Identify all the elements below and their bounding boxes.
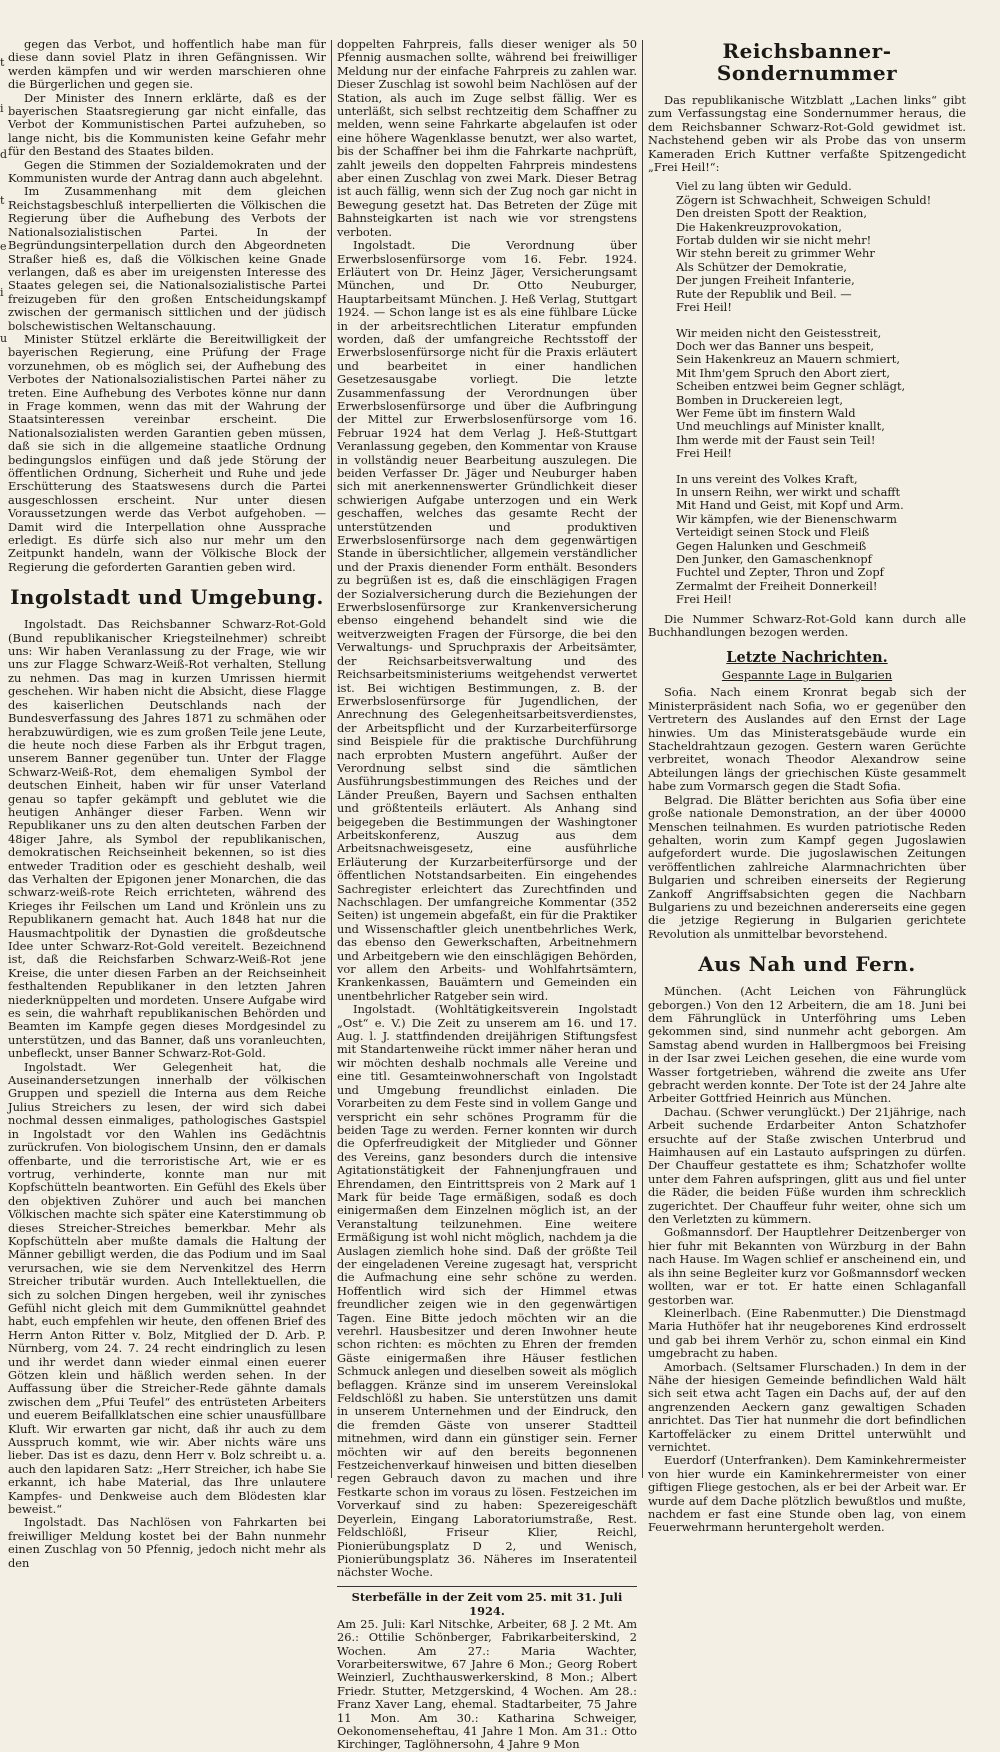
poem-line: Wir meiden nicht den Geistesstreit,	[676, 325, 882, 340]
reichsbanner-outro: Die Nummer Schwarz-Rot-Gold kann durch alle Buchhandlungen bezogen werden.	[648, 611, 966, 640]
paragraph: Kleinerlbach. (Eine Rabenmutter.) Die Dienstmagd Maria Huthöfer hat ihr neugeborenes Kind erdrosselt und gab bei ihrem Verhör zu, schon einmal ein Kind umgebracht zu haben.	[648, 1305, 966, 1361]
poem	[676, 180, 966, 606]
poem-line: Zermalmt der Freiheit Donnerkeil!	[676, 578, 878, 593]
deaths-list: Am 25. Juli: Karl Nitschke, Arbeiter, 68 J. 2 Mt. Am 26.: Ottilie Schönberger, Fabrikarbeiterskind, 2 Wochen. Am 27.: Maria Wachter, Vorarbeiterswitwe, 67 Jahre 6 Mon.; Georg Robert Weinzierl, Zuchthauswerkerskind, 8 Mon.; Albert Friedr. Stutter, Metzgerskind, 4 Wochen. Am 28.: Franz Xaver Lang, ehemal. Stadtarbeiter, 75 Jahre 11 Mon. Am 30.: Katharina Schweiger, Oekonomenseheftau, 41 Jahre 1 Mon. Am 31.: Otto Kirchinger, Taglöhnersohn, 4 Jahre 9 Mon	[337, 1616, 637, 1752]
column-right	[648, 38, 966, 1535]
poem-line: Bomben in Druckereien legt,	[676, 392, 843, 407]
paragraph: Sofia. Nach einem Kronrat begab sich der Ministerpräsident nach Sofia, wo er gegenüber den Vertretern des Auslandes auf den Ernst der Lage hinwies. Um das Ministeratsgebäude wurde ein Stacheldrahtzaun gezogen. Gestern waren Gerüchte verbreitet, wonach Theodor Alexandrow seine Abteilungen längs der griechischen Küste gesammelt habe zum Vormarsch gegen die Stadt Sofia.	[648, 685, 966, 794]
edge-marks: t i d t e i u	[0, 56, 8, 345]
paragraph: Euerdorf (Unterfranken). Dem Kaminkehrermeister von hier wurde ein Kaminkehrermeister von einer giftigen Fliege gestochen, als er bei der Arbeit war. Er wurde auf dem Dache plötzlich bewußtlos und mußte, nachdem er fast eine Stunde oben lag, von einem Feuerwehrmann heruntergeholt werden.	[648, 1453, 966, 1535]
paragraph: Amorbach. (Seltsamer Flurschaden.) In dem in der Nähe der hiesigen Gemeinde befindlichen Wald hält sich seit etwa acht Tagen ein Dachs auf, der auf den angrenzenden Aeckern ganz gewaltigen Schaden anrichtet. Das Tier hat nunmehr die dort befindlichen Kartoffeläcker zu einem Drittel unterwühlt und vernichtet.	[648, 1359, 966, 1454]
poem-line: Frei Heil!	[676, 592, 732, 607]
paragraph: Belgrad. Die Blätter berichten aus Sofia über eine große nationale Demonstration, an der über 40000 Menschen teilnahmen. Es wurden patriotische Reden gehalten, worin zum Kampf gegen Jugoslawien aufgefordert wurde. Die jugoslawischen Zeitungen veröffentlichen zahlreiche Alarmnachrichten über Bulgarien und schreiben einerseits der Regierung Zankoff Angriffsabsichten gegen die Nachbarn Bulgariens zu und bezeichnen andererseits eine gegen die jetzige Regierung in Bulgarien gerichtete Revolution als unmittelbar bevorstehend.	[648, 792, 966, 941]
paragraph: Ingolstadt. Das Nachlösen von Fahrkarten bei freiwilliger Meldung kostet bei der Bahn nunmehr einen Zuschlag von 50 Pfennig, jedoch nicht mehr als den	[8, 1515, 326, 1570]
deaths-heading: Sterbefälle in der Zeit vom 25. mit 31. Juli 1924.	[337, 1586, 637, 1618]
poem-line: Mit Hand und Geist, mit Kopf und Arm.	[676, 498, 904, 513]
paragraph: gegen das Verbot, und hoffentlich habe man für diese dann soviel Platz in ihren Gefängnissen. Wir werden kämpfen und wir werden marschieren ohne die Bürgerlichen und gegen sie.	[8, 37, 326, 92]
section-heading-news: Letzte Nachrichten.	[726, 649, 888, 667]
poem-line: Wir kämpfen, wie der Bienenschwarm	[676, 511, 897, 526]
paragraph: Ingolstadt. Wer Gelegenheit hat, die Auseinandersetzungen innerhalb der völkischen Gruppen und speziell die Interna aus dem Reiche Julius Streichers zu lesen, der wird sich dabei nochmal dessen einmaliges, pathologisches Gastspiel in Ingolstadt vor den Wahlen ins Gedächtnis zurückrufen. Von biologischem Unsinn, den er damals offenbarte, und die terroristische Art, wie er es vortrug, verhinderte, konnte man nur mit Kopfschütteln beantworten. Ein Gefühl des Ekels über den objektiven Zuhörer und auch bei manchen Völkischen machte sich später eine Katerstimmung ob dieses Streicher-Streiches bemerkbar. Mehr als Kopfschütteln aber mußte damals die Haltung der Männer gebilligt werden, die das Podium und im Saal verursachen, wie sie dem Nervenkitzel des Herrn Streicher tributär wurden. Auch Intellektuellen, die sich zu solchen Dingen hergeben, weil ihr zynisches Gefühl nicht gleich mit dem Gummiknüttel geahndet habt, euch empfehlen wir heute, den offenen Brief des Herrn Anton Ritter v. Bolz, Mitglied der D. Arb. P. Nürnberg, vom 24. 7. 24 recht eindringlich zu lesen und ihr werdet dann wieder einmal einen euerer Götzen klein und häßlich werden sehen. In der Auffassung über die Streicher-Rede gähnte damals zwischen dem „Pfui Teufel“ des entrüsteten Arbeiters und euerem Beifallklatschen eine schier unausfüllbare Kluft. Wir erwarten gar nicht, daß ihr auch zu dem Ausspruch kommt, wie wir. Aber nichts wäre uns lieber. Das ist es dazu, denn Herr v. Bolz schreibt u. a. auch den lapidaren Satz: „Herr Streicher, ich habe Sie erkannt, ich habe Material, das Ihre unlautere Kampfes- und Denkweise auch dem Blödesten klar beweist.“	[8, 1059, 326, 1517]
paragraph: Im Zusammenhang mit dem gleichen Reichstagsbeschluß interpellierten die Völkischen die Regierung über die Aufhebung des Verbots der Nationalsozialistischen Partei. In der Begründungsinterpellation durch den Abgeordneten Straßer hieß es, daß die Völkischen keine Gnade verlangen, daß es aber im ureigensten Interesse des Staates gelegen sei, die Nationalsozialistische Partei freizugeben für den großen Entscheidungskampf zwischen der germanisch sittlichen und der jüdisch bolschewistischen Weltanschauung.	[8, 184, 326, 333]
poem-line: Als Schützer der Demokratie,	[676, 259, 847, 274]
poem-line: Rute der Republik und Beil. —	[676, 286, 852, 301]
paragraph: doppelten Fahrpreis, falls dieser weniger als 50 Pfennig ausmachen sollte, während bei freiwilliger Meldung nur der einfache Fahrpreis zu zahlen war. Dieser Zuschlag ist sowohl beim Nachlösen auf der Station, als auch im Zuge selbst fällig. Wer es unterläßt, sich selbst rechtzeitig dem Schaffner zu melden, wenn seine Fahrkarte abgelaufen ist oder eine höhere Wagenklasse benutzt, wer also wartet, bis der Schaffner bei ihm die Fahrkarte nachprüft, zahlt jeweils den doppelten Fahrpreis mindestens aber einen Zuschlag von zwei Mark. Dieser Betrag ist auch fällig, wenn sich der Zug noch gar nicht in Bewegung gesetzt hat. Das Betreten der Züge mit Bahnsteigkarten ist nach wie vor strengstens verboten.	[337, 37, 637, 239]
column-rule-2	[642, 40, 643, 1478]
poem-line: Wer Feme übt im finstern Wald	[676, 405, 856, 420]
stanza-gap	[676, 461, 966, 473]
news-subheading: Gespannte Lage in Bulgarien	[721, 668, 893, 683]
article-local-news	[337, 38, 637, 1580]
poem-line: Viel zu lang übten wir Geduld.	[676, 179, 852, 194]
poem-line: Scheiben entzwei beim Gegner schlägt,	[676, 379, 906, 394]
poem-line: In uns vereint des Volkes Kraft,	[676, 471, 858, 486]
paragraph: Ingolstadt. (Wohltätigkeitsverein Ingolstadt „Ost“ e. V.) Die Zeit zu unserem am 16. und 17. Aug. l. J. stattfindenden dreijährigen Stiftungsfest mit Standartenweihe rückt immer näher heran und wir möchten deshalb nochmals alle Vereine und eine titl. Gesamteinwohnerschaft von Ingolstadt und Umgebung freundlichst einladen. Die Vorarbeiten zu dem Feste sind in vollem Gange und verspricht ein sehr schönes Programm für die beiden Tage zu werden. Ferner konnten wir durch die Opferfreudigkeit der Mitglieder und Gönner des Vereins, ganz besonders durch die intensive Agitationstätigkeit der Fahnenjungfrauen und Ehrendamen, den Eintrittspreis von 2 Mark auf 1 Mark für beide Tage ermäßigen, sodaß es doch einigermaßen dem Einzelnen möglich ist, an der Veranstaltung teilzunehmen. Eine weitere Ermäßigung ist wohl nicht möglich, nachdem ja die Auslagen ziemlich hohe sind. Daß der größte Teil der eingeladenen Vereine zugesagt hat, verspricht die Aufmachung eine sehr schöne zu werden. Hoffentlich wird sich der Himmel etwas freundlicher zeigen wie in den gegenwärtigen Tagen. Eine Bitte jedoch möchten wir an die verehrl. Hausbesitzer und deren Inwohner heute schon richten: es möchten zu Ehren der fremden Gäste einigermaßen ihre Häuser festlichen Schmuck anlegen und dieselben soweit als möglich beflaggen. Kränze sind im unserem Vereinslokal Feldschlößl zu haben. Sie unterstützen uns damit in unserem Unternehmen und der Eindruck, den die fremden Gäste von unserer Stadtteil mitnehmen, wird dann ein günstiger sein. Ferner möchten wir auf den bereits begonnenen Festzeichenverkauf hinweisen und bitten dieselben regen Gebrauch davon zu machen und ihre Festkarte schon im voraus zu lösen. Festzeichen im Vorverkauf sind zu haben: Spezereigeschäft Deyerlein, Eingang Laboratoriumstraße, Rest. Feldschlößl, Friseur Klier, Reichl, Pionierübungsplatz D 2, und Wenisch, Pionierübungsplatz 36. Näheres im Inseratenteil nächster Woche.	[337, 1002, 637, 1580]
section-heading-region: Aus Nah und Fern.	[698, 952, 916, 977]
article-ingolstadt	[8, 618, 326, 1570]
paragraph: Minister Stützel erklärte die Bereitwilligkeit der bayerischen Regierung, eine Prüfung der Frage vorzunehmen, ob es möglich sei, der Aufhebung des Verbotes der Nationalsozialistischen Partei näher zu treten. Eine Aufhebung des Verbotes könne nur dann in Frage kommen, wenn das mit der Wahrung der Staatsinteressen vereinbar erscheint. Die Nationalsozialisten werden Garantien geben müssen, daß sie sich in die allgemeine staatliche Ordnung bedingungslos einfügen und daß jede Störung der öffentlichen Ordnung, Sicherheit und Ruhe und jede Erschütterung des Staatswesens durch die Partei ausgeschlossen erscheint. Nur unter diesen Voraussetzungen werde das Verbot aufgehoben. — Damit wird die Interpellation ohne Aussprache erledigt. Es dürfe sich also nur mehr um den Zeitpunkt handeln, wann der Völkische Block der Regierung die geforderten Garantien geben wird.	[8, 331, 326, 574]
poem-line: Frei Heil!	[676, 446, 732, 461]
poem-line: Gegen Halunken und Geschmeiß	[676, 538, 867, 553]
poem-line: Verteidigt seinen Stock und Fleiß	[676, 525, 870, 540]
poem-line: Fuchtel und Zepter, Thron und Zopf	[676, 565, 884, 580]
poem-line: Sein Hakenkreuz an Mauern schmiert,	[676, 352, 900, 367]
poem-line: Die Hakenkreuzprovokation,	[676, 219, 842, 234]
poem-line: Den Junker, den Gamaschenknopf	[676, 552, 872, 566]
section-heading-ingolstadt: Ingolstadt und Umgebung.	[10, 585, 324, 610]
poem-line: Doch wer das Banner uns bespeit,	[676, 338, 874, 353]
column-rule-1	[331, 40, 332, 1478]
paragraph: Goßmannsdorf. Der Hauptlehrer Deitzenberger von hier fuhr mit Bekannten von Würzburg in der Bahn nach Hause. Im Wagen schlief er anscheinend ein, und als ihn seine Begleiter kurz vor Goßmannsdorf wecken wollten, war er tot. Er hatte einen Schlaganfall gestorben war.	[648, 1225, 966, 1307]
poem-line: Zögern ist Schwachheit, Schweigen Schuld!	[676, 192, 932, 207]
article-bulgaria	[648, 686, 966, 941]
poem-line: Den dreisten Spott der Reaktion,	[676, 206, 867, 221]
paragraph: Ingolstadt. Die Verordnung über Erwerbslosenfürsorge vom 16. Febr. 1924. Erläutert von Dr. Heinz Jäger, Versicherungsamt München, und Dr. Otto Neuburger, Hauptarbeitsamt München. J. Heß Verlag, Stuttgart 1924. — Schon lange ist es als eine fühlbare Lücke in der arbeitsrechtlichen Literatur empfunden worden, daß der umfangreiche Rechtsstoff der Erwerbslosenfürsorge nicht für die Praxis erläutert und bearbeitet in einer handlichen Gesetzesausgabe vorliegt. Die letzte Zusammenfassung der Verordnungen über Erwerbslosenfürsorge und über die Aufbringung der Mittel zur Erwerbslosenfürsorge vom 16. Februar 1924 hat dem Verlag J. Heß-Stuttgart Veranlassung gegeben, den Kommentar von Krause in vollständig neuer Bearbeitung auszulegen. Die beiden Verfasser Dr. Jäger und Neuburger haben sich mit anerkennenswerter Gründlichkeit dieser schwierigen Aufgabe unterzogen und ein Werk geschaffen, welches das gesamte Recht der unterstützenden und produktiven Erwerbslosenfürsorge nach dem gegenwärtigen Stande in übersichtlicher, allgemein verständlicher und der Praxis dienender Form enthält. Besonders zu begrüßen ist es, daß die einschlägigen Fragen der Sozialversicherung durch die Beziehungen der Erwerbslosenfürsorge zur Krankenversicherung ebenso eingehend behandelt sind wie die weitverzweigten Fragen der Fürsorge, die bei den Verwaltungs- und Spruchpraxis der Arbeitsämter, der Reichsarbeitsverwaltung und des Reichsarbeitsministeriums weitgehendst verwertet ist. Bei wichtigen Bestimmungen, z. B. der Erwerbslosenfürsorge für Jugendlichen, der Anrechnung des Gelegenheitsarbeitsverdienstes, der Arbeitspflicht und der Kurzarbeiterfürsorge sind Beispiele für die praktische Durchführung nach erprobten Mustern angeführt. Außer der Verordnung selbst sind die sämtlichen Ausführungsbestimmungen des Reiches und der Länder Preußen, Bayern und Sachsen enthalten und größtenteils erläutert. Als Anhang sind beigegeben die Bestimmungen der Washingtoner Arbeitskonferenz, Auszug aus dem Arbeitsnachweisgesetz, eine ausführliche Erläuterung der Kurzarbeiterfürsorge und der öffentlichen Notstandsarbeiten. Ein eingehendes Sachregister erleichtert das Zurechtfinden und Nachschlagen. Der umfangreiche Kommentar (352 Seiten) ist ungemein abgefaßt, ein für die Praktiker und Wissenschaftler gleich unentbehrliches Werk, das ebenso den Gewerkschaften, Arbeitnehmern und Arbeitgebern wie den einschlägigen Behörden, vor allem den Arbeits- und Wohlfahrtsämtern, Krankenkassen, Bauämtern und Gemeinden ein unentbehrlicher Ratgeber sein wird.	[337, 238, 637, 1003]
reichsbanner-intro: Das republikanische Witzblatt „Lachen links“ gibt zum Verfassungstag eine Sondernummer heraus, die dem Reichsbanner Schwarz-Rot-Gold gewidmet ist. Nachstehend geben wir als Probe das von unserm Kameraden Erich Kuttner verfaßte Spitzengedicht „Frei Heil!“:	[648, 93, 966, 175]
article-verbot	[8, 38, 326, 574]
poem-line: Und meuchlings auf Minister knallt,	[676, 419, 885, 434]
poem-line: In unsern Reihn, wer wirkt und schafft	[676, 484, 901, 499]
poem-line: Mit Ihm'gem Spruch den Abort ziert,	[676, 365, 890, 380]
poem-line: Der jungen Freiheit Infanterie,	[676, 273, 855, 288]
paragraph: Gegen die Stimmen der Sozialdemokraten und der Kommunisten wurde der Antrag dann auch abgelehnt.	[8, 157, 326, 186]
poem-line: Frei Heil!	[676, 300, 732, 315]
paragraph: Dachau. (Schwer verunglückt.) Der 21jährige, nach Arbeit suchende Erdarbeiter Anton Schatzhofer ersuchte auf der Staße zwischen Unterbrud und Haimhausen auf ein Lastauto aufspringen zu dürfen. Der Chauffeur gestattete es ihm; Schatzhofer wollte unter dem Fahren aufspringen, glitt aus und fiel unter die Räder, die beiden Füße wurden ihm schrecklich zugerichtet. Der Chauffeur fuhr weiter, ohne sich um den Verletzten zu kümmern.	[648, 1104, 966, 1227]
poem-line: Wir stehn bereit zu grimmer Wehr	[676, 246, 875, 261]
poem-line: Fortab dulden wir sie nicht mehr!	[676, 233, 872, 248]
column-left	[8, 37, 326, 1570]
column-middle	[337, 37, 637, 1752]
paragraph: München. (Acht Leichen von Fährunglück geborgen.) Von den 12 Arbeitern, die am 18. Juni bei dem Fährunglück in Unterföhring ums Leben gekommen sind, sind nunmehr acht geborgen. Am Samstag abend wurden in Hallbergmoos bei Freising in der Isar zwei Leichen gesehen, die eine wurde vom Wasser fortgetrieben, während die zweite ans Ufer gebracht werden konnte. Der Tote ist der 24 Jahre alte Arbeiter Gottfried Heinrich aus München.	[648, 984, 966, 1106]
paragraph: Ingolstadt. Das Reichsbanner Schwarz-Rot-Gold (Bund republikanischer Kriegsteilnehmer) schreibt uns: Wir haben Veranlassung zu der Frage, wie wir uns zur Flagge Schwarz-Weiß-Rot verhalten, Stellung zu nehmen. Das mag in kurzen Umrissen hiermit geschehen. Wir haben nicht die Absicht, diese Flagge des kaiserlichen Deutschlands nach der Bundesverfassung des Jahres 1871 zu schmähen oder herabzuwürdigen, wie es zum großen Teile jene Leute, die heute noch diese Farben als ihr Erbgut tragen, unserem Banner gegenüber tun. Unter der Flagge Schwarz-Weiß-Rot, dem ehemaligen Symbol der deutschen Einheit, haben wir für unser Vaterland genau so tapfer gekämpft und geblutet wie die heutigen Anhänger dieser Farben. Wenn wir Republikaner uns zu den alten deutschen Farben der 48iger Jahre, als Symbol der republikanischen, demokratischen Reichseinheit bekennen, so ist dies entweder Tradition oder es geschieht deshalb, weil das Verhalten der Epigonen jener Monarchen, die das schwarz-weiß-rote Reich errichteten, während des Krieges ihr Feilschen um Land und Krönlein uns zu Republikanern gemacht hat. Auch 1848 hat nur die Hausmachtpolitik der Dynastien die großdeutsche Idee unter Schwarz-Rot-Gold vereitelt. Bezeichnend ist, daß die Reichsfarben Schwarz-Weiß-Rot jene Kreise, die unter diesen Farben an der Reichseinheit festhaltenden Republikaner in den letzten Jahren niederknüppelten und mordeten. Unsere Aufgabe wird es sein, die wahrhaft republikanischen Behörden und Beamten im Kampfe gegen dieses Mordgesindel zu unterstützen, und das Banner, daß uns voranleuchten, unbefleckt, unser Banner Schwarz-Rot-Gold.	[8, 617, 326, 1061]
poem-line: Ihm werde mit der Faust sein Teil!	[676, 432, 876, 447]
section-heading-reichsbanner: Reichsbanner-Sondernummer	[716, 39, 898, 85]
paragraph: Der Minister des Innern erklärte, daß es der bayerischen Staatsregierung gar nicht einfalle, das Verbot der Kommunistischen Partei aufzuheben, so lange nicht, bis die Kommunisten keine Gefahr mehr für den Bestand des Staates bilden.	[8, 90, 326, 159]
article-region	[648, 985, 966, 1535]
stanza-gap	[676, 315, 966, 327]
